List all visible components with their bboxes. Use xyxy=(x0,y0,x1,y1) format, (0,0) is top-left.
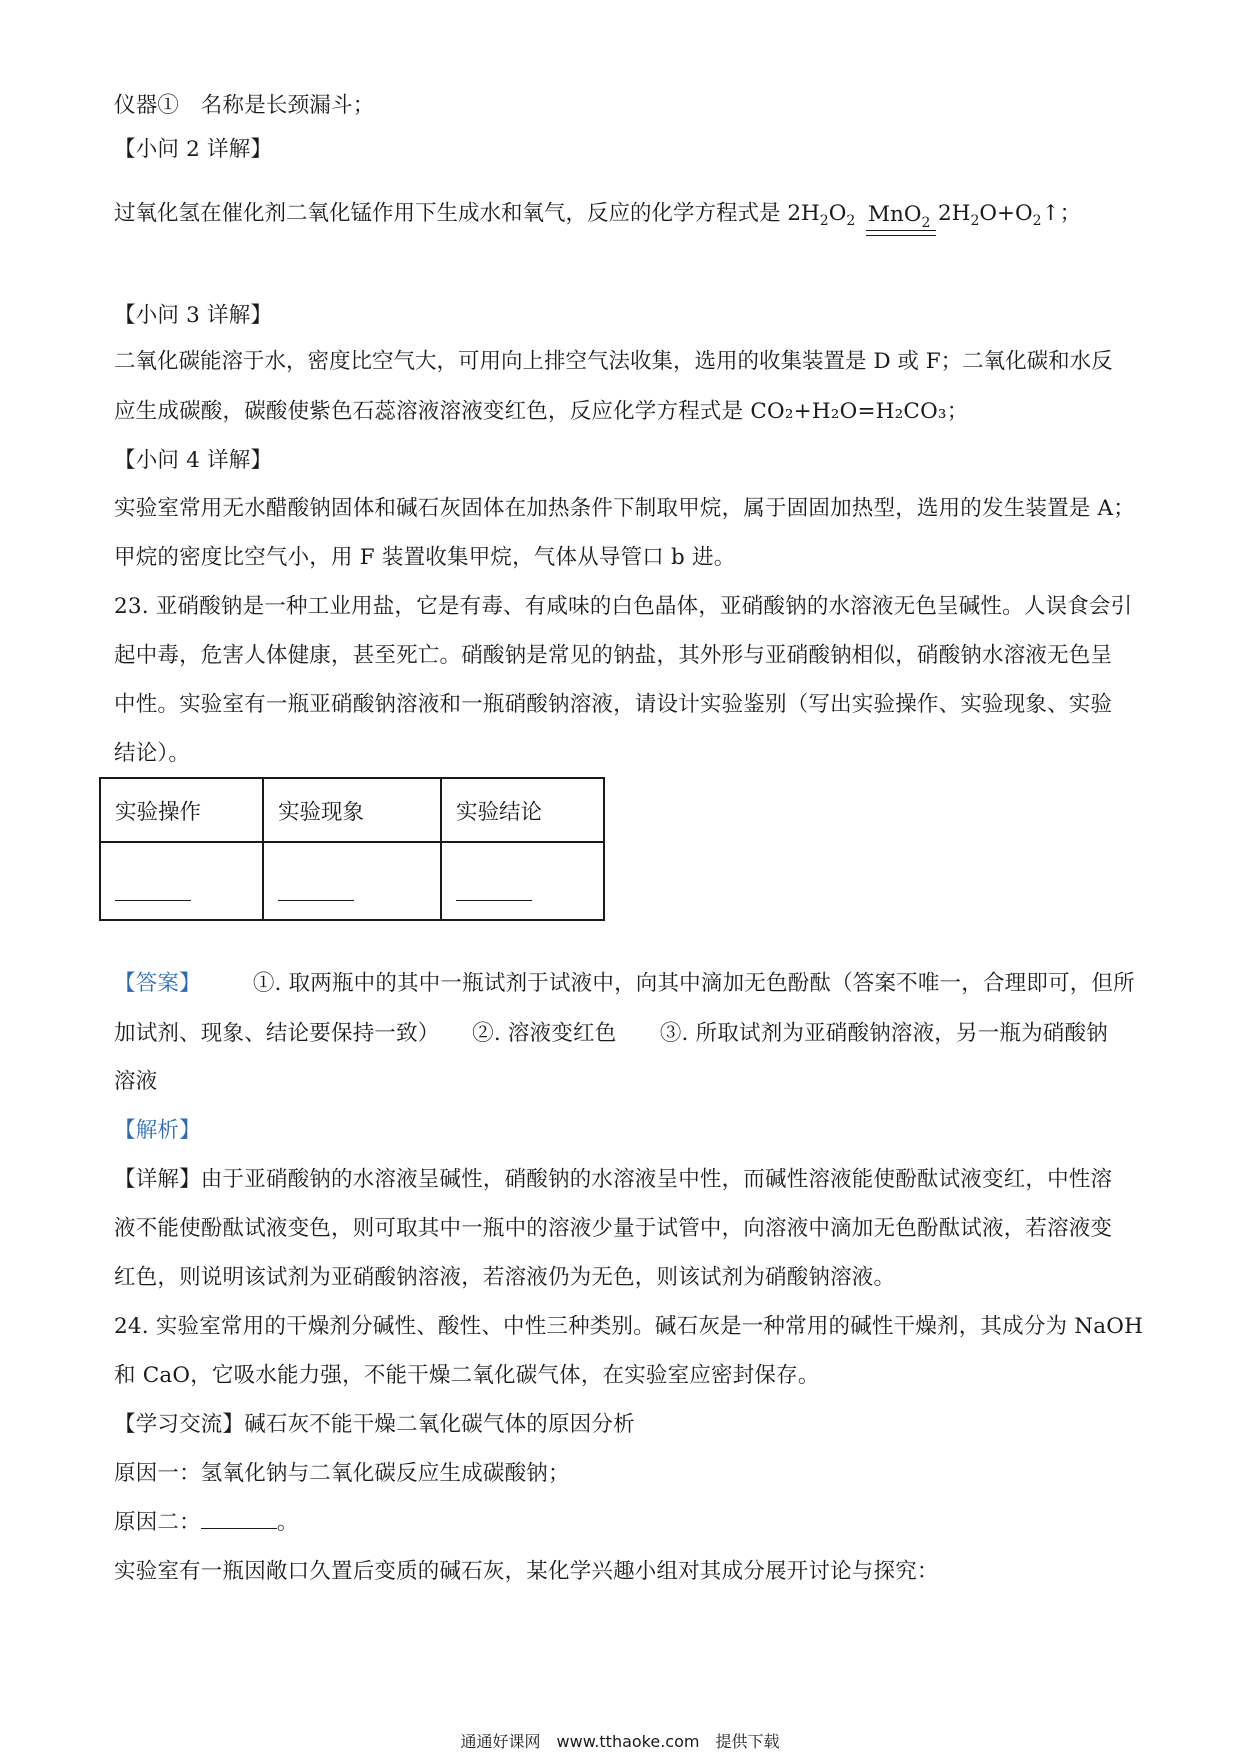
question-24-line: 原因一：氢氧化钠与二氧化碳反应生成碳酸钠； xyxy=(114,1461,570,1486)
detail-line: 红色，则说明该试剂为亚硝酸钠溶液，若溶液仍为无色，则该试剂为硝酸钠溶液。 xyxy=(114,1265,896,1290)
question-23-line: 起中毒，危害人体健康，甚至死亡。硝酸钠是常见的钠盐，其外形与亚硝酸钠相似，硝酸钠水溶液无色呈 xyxy=(114,643,1113,668)
analysis-label: 【解析】 xyxy=(114,1118,201,1143)
answer-text: ①. 取两瓶中的其中一瓶试剂于试液中，向其中滴加无色酚酞（答案不唯一，合理即可，但所 xyxy=(252,971,1135,996)
question-24-line: 实验室有一瓶因敞口久置后变质的碱石灰，某化学兴趣小组对其成分展开讨论与探究： xyxy=(114,1559,939,1584)
table-header-cell: 实验操作 xyxy=(100,778,263,842)
subscript: 2 xyxy=(819,213,829,229)
paragraph-line: 实验室常用无水醋酸钠固体和碱石灰固体在加热条件下制取甲烷，属于固固加热型，选用的发生装置是 A； xyxy=(114,496,1135,521)
subscript: 2 xyxy=(846,213,856,229)
question-24-line: 原因二： 。 xyxy=(114,1510,299,1535)
table-header-cell: 实验现象 xyxy=(263,778,441,842)
question-24-line: 和 CaO，它吸水能力强，不能干燥二氧化碳气体，在实验室应密封保存。 xyxy=(114,1363,820,1388)
answer-label: 【答案】 xyxy=(114,971,201,996)
section-heading: 【小问 2 详解】 xyxy=(114,137,273,162)
section-heading: 【小问 3 详解】 xyxy=(114,303,273,328)
question-24-line: 【学习交流】碱石灰不能干燥二氧化碳气体的原因分析 xyxy=(114,1412,635,1437)
equation-line xyxy=(114,200,855,228)
question-23-line: 结论）。 xyxy=(114,741,191,766)
paragraph-line: 应生成碳酸，碳酸使紫色石蕊溶液溶液变红色，反应化学方程式是 CO₂+H₂O=H₂CO₃； xyxy=(114,399,969,424)
table-header-row xyxy=(100,778,604,842)
answer-blank-cell[interactable] xyxy=(263,842,441,920)
section-heading: 【小问 4 详解】 xyxy=(114,448,273,473)
page-footer: 通通好课网 www.tthaoke.com 提供下载 xyxy=(460,1732,780,1751)
answer-blank-cell[interactable] xyxy=(100,842,263,920)
equation-text: O xyxy=(828,201,847,226)
equation-text: 过氧化氢在催化剂二氧化锰作用下生成水和氧气，反应的化学方程式是 2H xyxy=(114,201,820,226)
experiment-table xyxy=(99,777,605,921)
question-23-line: 中性。实验室有一瓶亚硝酸钠溶液和一瓶硝酸钠溶液，请设计实验鉴别（写出实验操作、实验现象、实验 xyxy=(114,692,1113,717)
answer-blank[interactable] xyxy=(201,1510,277,1529)
paragraph-line: 仪器① 名称是长颈漏斗； xyxy=(114,93,375,118)
equation-products: $2H_2O+O_2↑$； xyxy=(938,201,1082,229)
answer-line: 溶液 xyxy=(114,1069,158,1094)
answer-blank[interactable] xyxy=(115,899,191,901)
question-23-line: 23. 亚硝酸钠是一种工业用盐，它是有毒、有咸味的白色晶体，亚硝酸钠的水溶液无色呈碱性。人误食会引 xyxy=(114,594,1133,619)
answer-line xyxy=(114,970,1135,998)
answer-blank-cell[interactable] xyxy=(441,842,604,920)
answer-blank[interactable] xyxy=(456,899,532,901)
answer-line: 加试剂、现象、结论要保持一致） ②. 溶液变红色 ③. 所取试剂为亚硝酸钠溶液，另一瓶为硝酸钠 xyxy=(114,1021,1108,1046)
question-24-line: 24. 实验室常用的干燥剂分碱性、酸性、中性三种类别。碱石灰是一种常用的碱性干燥剂，其成分为 NaOH xyxy=(114,1314,1144,1339)
paragraph-line: 二氧化碳能溶于水，密度比空气大，可用向上排空气法收集，选用的收集装置是 D 或 F；二氧化碳和水反 xyxy=(114,349,1113,374)
reaction-arrow xyxy=(866,230,936,236)
table-row xyxy=(100,842,604,920)
table-header-cell: 实验结论 xyxy=(441,778,604,842)
detail-line: 液不能使酚酞试液变色，则可取其中一瓶中的溶液少量于试管中，向溶液中滴加无色酚酞试液，若溶液变 xyxy=(114,1216,1113,1241)
paragraph-line: 甲烷的密度比空气小，用 F 装置收集甲烷，气体从导管口 b 进。 xyxy=(114,545,736,570)
answer-blank[interactable] xyxy=(278,899,354,901)
detail-line: 【详解】由于亚硝酸钠的水溶液呈碱性，硝酸钠的水溶液呈中性，而碱性溶液能使酚酞试液变红，中性溶 xyxy=(114,1167,1113,1192)
catalyst-label: MnO$_2$ xyxy=(868,202,931,231)
